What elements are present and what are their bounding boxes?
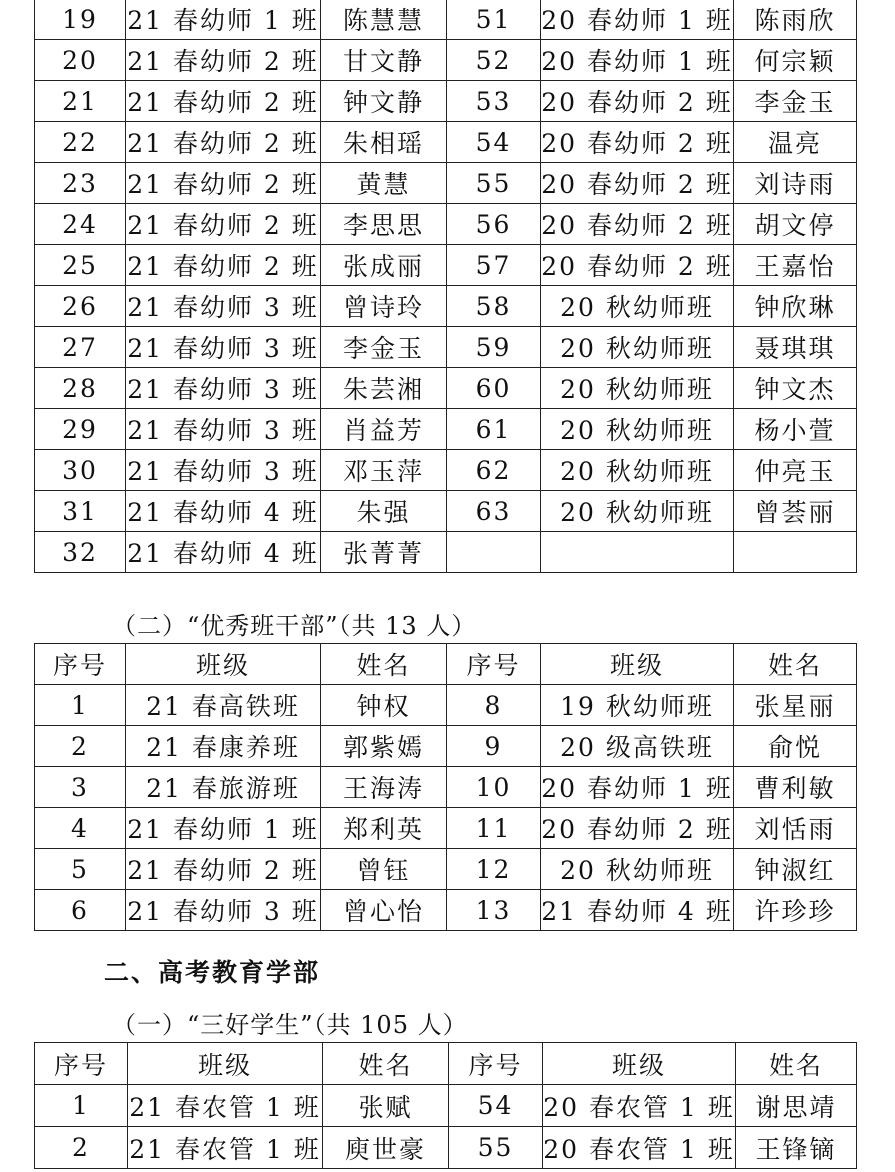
column-header: 序号 [449, 1043, 543, 1085]
class-cell: 20 春幼师 1 班 [541, 0, 734, 40]
serial-number-cell: 62 [447, 450, 541, 491]
class-cell: 21 春幼师 3 班 [126, 286, 321, 327]
section-heading-college-entrance-department: 二、高考教育学部 [104, 958, 321, 987]
serial-number-cell: 20 [35, 40, 126, 81]
serial-number-cell: 32 [35, 532, 126, 573]
class-cell: 21 春幼师 3 班 [126, 368, 321, 409]
name-cell: 郑利英 [321, 808, 447, 849]
name-cell: 温亮 [734, 122, 857, 163]
table-row [35, 1085, 857, 1127]
table-row [35, 532, 857, 573]
serial-number-cell: 25 [35, 245, 126, 286]
class-cell: 21 春幼师 2 班 [126, 245, 321, 286]
serial-number-cell: 63 [447, 491, 541, 532]
table2-header [35, 644, 857, 685]
serial-number-cell: 51 [447, 0, 541, 40]
serial-number-cell: 21 [35, 81, 126, 122]
table-row [35, 890, 857, 931]
serial-number-cell: 5 [35, 849, 126, 890]
class-cell: 21 春高铁班 [126, 685, 321, 726]
name-cell: 李金玉 [321, 327, 447, 368]
class-cell: 21 春幼师 2 班 [126, 163, 321, 204]
name-cell: 邓玉萍 [321, 450, 447, 491]
table2-body [35, 685, 857, 931]
table-row [35, 368, 857, 409]
class-cell: 20 秋幼师班 [541, 409, 734, 450]
excellent-cadres-table [34, 643, 857, 931]
serial-number-cell: 10 [447, 767, 541, 808]
table-row [35, 450, 857, 491]
class-cell: 20 春幼师 2 班 [541, 204, 734, 245]
class-cell: 21 春幼师 2 班 [126, 122, 321, 163]
class-cell: 20 秋幼师班 [541, 286, 734, 327]
section-heading-excellent-cadres: （二）“优秀班干部”（共 13 人） [112, 612, 477, 640]
class-cell: 20 春农管 1 班 [543, 1085, 736, 1127]
class-cell: 21 春农管 1 班 [128, 1085, 323, 1127]
class-cell: 20 春幼师 2 班 [541, 81, 734, 122]
serial-number-cell: 6 [35, 890, 126, 931]
name-cell: 刘诗雨 [734, 163, 857, 204]
class-cell: 20 春幼师 2 班 [541, 122, 734, 163]
column-header: 班级 [128, 1043, 323, 1085]
section-heading-three-good-students: （一）“三好学生”（共 105 人） [112, 1011, 468, 1039]
serial-number-cell: 8 [447, 685, 541, 726]
table-row [35, 409, 857, 450]
table-row [35, 245, 857, 286]
serial-number-cell: 54 [447, 122, 541, 163]
serial-number-cell: 55 [449, 1127, 543, 1169]
class-cell: 20 春幼师 2 班 [541, 163, 734, 204]
name-cell: 王锋镝 [736, 1127, 857, 1169]
table-row [35, 0, 857, 40]
class-cell: 20 秋幼师班 [541, 849, 734, 890]
name-cell: 钟欣琳 [734, 286, 857, 327]
class-cell: 21 春幼师 1 班 [126, 0, 321, 40]
name-cell: 谢思靖 [736, 1085, 857, 1127]
class-cell: 19 秋幼师班 [541, 685, 734, 726]
name-cell: 许珍珍 [734, 890, 857, 931]
column-header: 姓名 [736, 1043, 857, 1085]
name-cell: 曹利敏 [734, 767, 857, 808]
name-cell: 张赋 [323, 1085, 449, 1127]
name-cell: 曾荟丽 [734, 491, 857, 532]
name-cell [734, 532, 857, 573]
table-row [35, 808, 857, 849]
serial-number-cell: 11 [447, 808, 541, 849]
class-cell: 21 春幼师 3 班 [126, 409, 321, 450]
name-cell: 朱相瑶 [321, 122, 447, 163]
table-header-row [35, 644, 857, 685]
name-cell: 曾心怡 [321, 890, 447, 931]
name-cell: 王嘉怡 [734, 245, 857, 286]
table-row [35, 726, 857, 767]
serial-number-cell: 27 [35, 327, 126, 368]
serial-number-cell: 29 [35, 409, 126, 450]
serial-number-cell: 30 [35, 450, 126, 491]
class-cell: 20 春农管 1 班 [543, 1127, 736, 1169]
name-cell: 杨小萱 [734, 409, 857, 450]
class-cell: 21 春幼师 3 班 [126, 890, 321, 931]
class-cell: 21 春幼师 3 班 [126, 327, 321, 368]
column-header: 班级 [543, 1043, 736, 1085]
serial-number-cell: 55 [447, 163, 541, 204]
three-good-students-table [34, 1042, 857, 1169]
class-cell: 21 春幼师 2 班 [126, 40, 321, 81]
name-cell: 甘文静 [321, 40, 447, 81]
serial-number-cell: 31 [35, 491, 126, 532]
class-cell: 20 秋幼师班 [541, 450, 734, 491]
serial-number-cell: 26 [35, 286, 126, 327]
name-cell: 朱芸湘 [321, 368, 447, 409]
class-cell: 21 春幼师 3 班 [126, 450, 321, 491]
column-header: 序号 [35, 644, 126, 685]
column-header: 班级 [126, 644, 321, 685]
class-cell: 21 春幼师 1 班 [126, 808, 321, 849]
serial-number-cell: 4 [35, 808, 126, 849]
class-cell [541, 532, 734, 573]
serial-number-cell: 60 [447, 368, 541, 409]
column-header: 序号 [447, 644, 541, 685]
table-row [35, 286, 857, 327]
column-header: 姓名 [321, 644, 447, 685]
name-cell: 张菁菁 [321, 532, 447, 573]
serial-number-cell: 12 [447, 849, 541, 890]
table-row [35, 40, 857, 81]
class-cell: 20 春幼师 1 班 [541, 767, 734, 808]
class-cell: 20 秋幼师班 [541, 491, 734, 532]
serial-number-cell: 57 [447, 245, 541, 286]
class-cell: 21 春幼师 2 班 [126, 204, 321, 245]
table3-body [35, 1085, 857, 1169]
class-cell: 21 春农管 1 班 [128, 1127, 323, 1169]
table3-header [35, 1043, 857, 1085]
serial-number-cell: 1 [35, 1085, 128, 1127]
serial-number-cell: 54 [449, 1085, 543, 1127]
table-row [35, 767, 857, 808]
serial-number-cell: 61 [447, 409, 541, 450]
serial-number-cell: 52 [447, 40, 541, 81]
class-cell: 21 春幼师 4 班 [126, 532, 321, 573]
name-cell: 李思思 [321, 204, 447, 245]
serial-number-cell: 56 [447, 204, 541, 245]
class-cell: 20 春幼师 1 班 [541, 40, 734, 81]
table-header-row [35, 1043, 857, 1085]
serial-number-cell: 53 [447, 81, 541, 122]
name-cell: 仲亮玉 [734, 450, 857, 491]
name-cell: 陈慧慧 [321, 0, 447, 40]
class-cell: 21 春幼师 4 班 [541, 890, 734, 931]
name-cell: 刘恬雨 [734, 808, 857, 849]
name-cell: 朱强 [321, 491, 447, 532]
class-cell: 20 秋幼师班 [541, 368, 734, 409]
name-cell: 胡文停 [734, 204, 857, 245]
name-cell: 张星丽 [734, 685, 857, 726]
name-cell: 曾钰 [321, 849, 447, 890]
table-row [35, 163, 857, 204]
class-cell: 20 级高铁班 [541, 726, 734, 767]
serial-number-cell: 1 [35, 685, 126, 726]
name-cell: 钟权 [321, 685, 447, 726]
class-cell: 20 春幼师 2 班 [541, 245, 734, 286]
name-cell: 肖益芳 [321, 409, 447, 450]
table-row [35, 1127, 857, 1169]
name-cell: 何宗颖 [734, 40, 857, 81]
table-row [35, 491, 857, 532]
table-row [35, 685, 857, 726]
table-row [35, 327, 857, 368]
name-cell: 黄慧 [321, 163, 447, 204]
table1-body [35, 0, 857, 573]
table-row [35, 122, 857, 163]
name-cell: 王海涛 [321, 767, 447, 808]
serial-number-cell: 13 [447, 890, 541, 931]
class-cell: 21 春幼师 4 班 [126, 491, 321, 532]
class-cell: 20 秋幼师班 [541, 327, 734, 368]
serial-number-cell: 58 [447, 286, 541, 327]
serial-number-cell: 3 [35, 767, 126, 808]
serial-number-cell: 19 [35, 0, 126, 40]
award-table-continued [34, 0, 857, 573]
serial-number-cell: 59 [447, 327, 541, 368]
serial-number-cell: 2 [35, 726, 126, 767]
class-cell: 21 春幼师 2 班 [126, 849, 321, 890]
name-cell: 聂琪琪 [734, 327, 857, 368]
column-header: 序号 [35, 1043, 128, 1085]
serial-number-cell: 24 [35, 204, 126, 245]
name-cell: 张成丽 [321, 245, 447, 286]
name-cell: 庾世豪 [323, 1127, 449, 1169]
class-cell: 21 春幼师 2 班 [126, 81, 321, 122]
table-row [35, 81, 857, 122]
serial-number-cell: 22 [35, 122, 126, 163]
column-header: 姓名 [323, 1043, 449, 1085]
name-cell: 陈雨欣 [734, 0, 857, 40]
name-cell: 俞悦 [734, 726, 857, 767]
name-cell: 钟文杰 [734, 368, 857, 409]
table-row [35, 849, 857, 890]
name-cell: 钟淑红 [734, 849, 857, 890]
class-cell: 21 春康养班 [126, 726, 321, 767]
name-cell: 曾诗玲 [321, 286, 447, 327]
serial-number-cell: 9 [447, 726, 541, 767]
class-cell: 21 春旅游班 [126, 767, 321, 808]
serial-number-cell: 2 [35, 1127, 128, 1169]
serial-number-cell: 28 [35, 368, 126, 409]
serial-number-cell [447, 532, 541, 573]
class-cell: 20 春幼师 2 班 [541, 808, 734, 849]
name-cell: 郭紫嫣 [321, 726, 447, 767]
column-header: 姓名 [734, 644, 857, 685]
column-header: 班级 [541, 644, 734, 685]
table-row [35, 204, 857, 245]
name-cell: 钟文静 [321, 81, 447, 122]
serial-number-cell: 23 [35, 163, 126, 204]
name-cell: 李金玉 [734, 81, 857, 122]
